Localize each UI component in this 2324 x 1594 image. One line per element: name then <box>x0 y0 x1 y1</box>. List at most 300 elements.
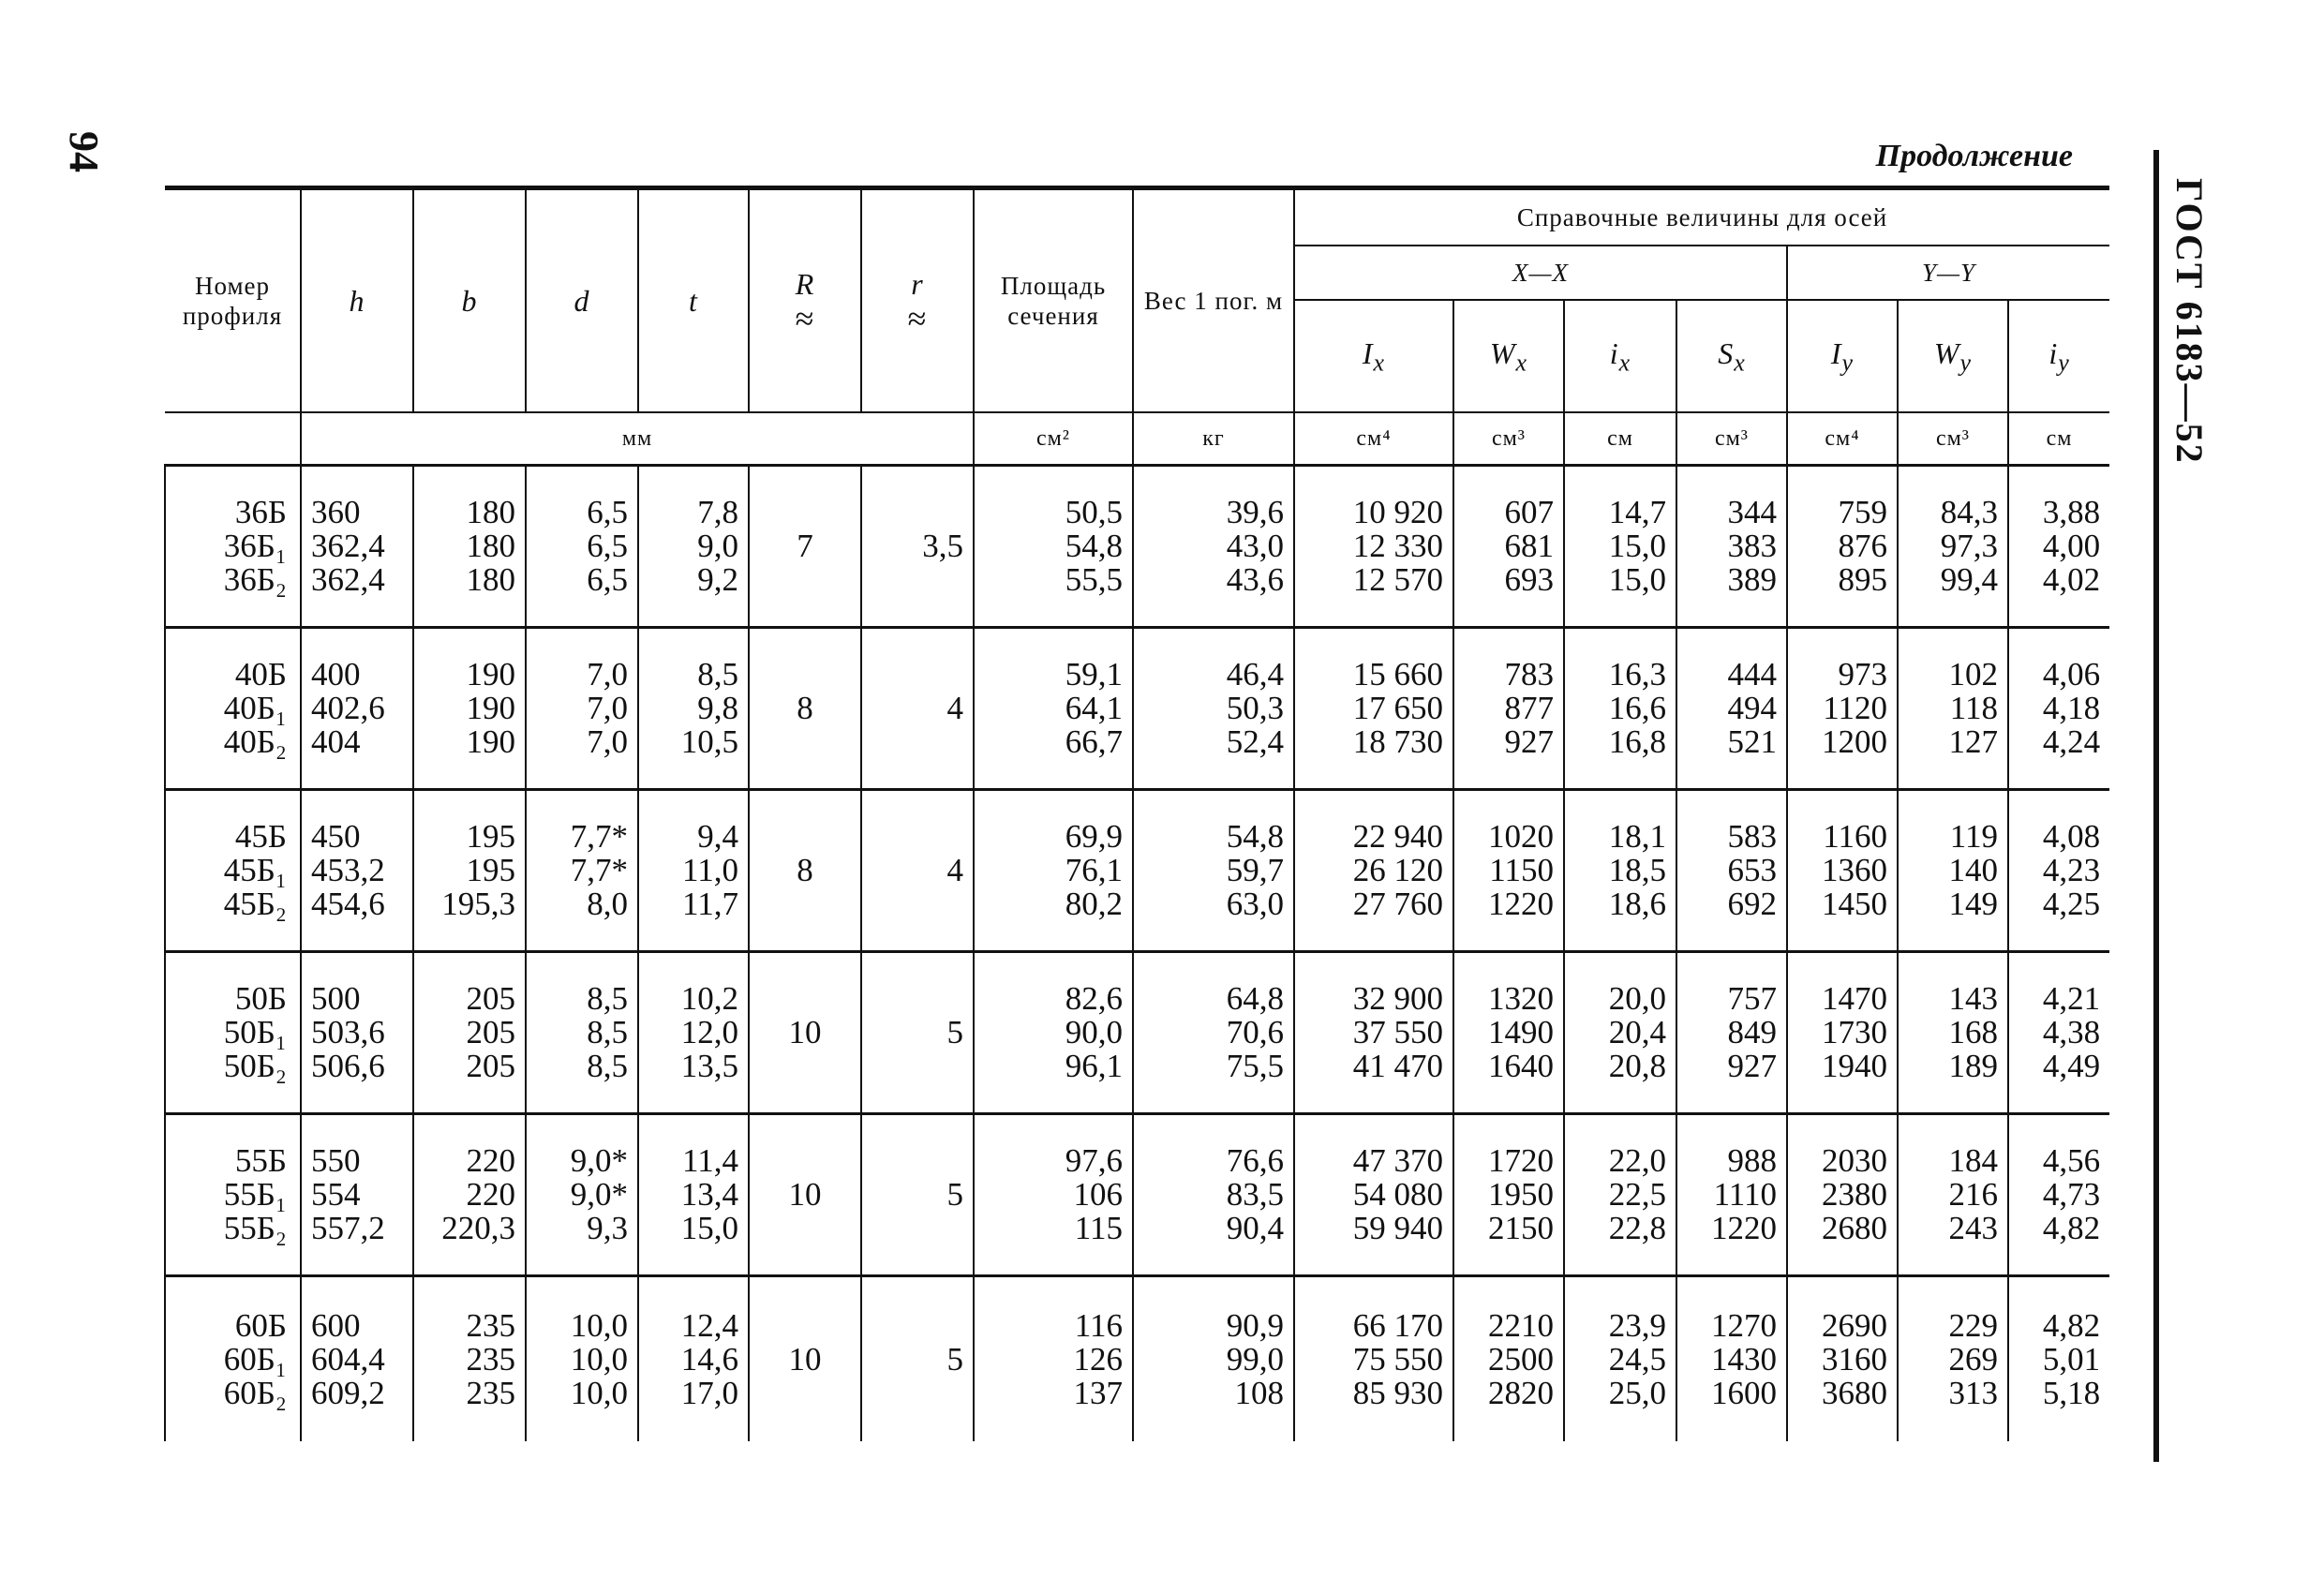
cell-lines <box>1295 658 1443 759</box>
cell-lines <box>311 496 412 597</box>
page-number: 94 <box>61 131 107 172</box>
cell-value: 10,0 <box>570 1374 628 1411</box>
cell-lines <box>527 820 628 921</box>
cell-value: 973 <box>1838 656 1887 693</box>
cell-value: 235 <box>466 1306 515 1344</box>
unit-profile <box>165 412 301 466</box>
cell-lines <box>2009 496 2100 597</box>
header-b: b <box>413 188 526 413</box>
cell-lines <box>527 1144 628 1245</box>
cell-value: 15,0 <box>1608 528 1666 564</box>
cell-value: 453,2 <box>311 852 385 888</box>
cell-value: 205 <box>466 1048 515 1084</box>
cell-Wx <box>1453 1114 1564 1276</box>
cell-value: 454,6 <box>311 886 385 922</box>
cell-value: 43,0 <box>1226 528 1284 564</box>
cell-value: 521 <box>1727 723 1777 760</box>
cell-lines <box>1677 1144 1777 1245</box>
cell-d <box>526 466 638 628</box>
cell-value: 70,6 <box>1226 1014 1284 1050</box>
header-axis-yy: Y—Y <box>1787 246 2109 300</box>
cell-ix <box>1564 628 1676 790</box>
cell-value: 2690 <box>1822 1306 1887 1344</box>
cell-value: 83,5 <box>1226 1176 1284 1213</box>
cell-lines <box>1899 658 1998 759</box>
cell-value: 7 <box>797 528 813 564</box>
cell-value: 1270 <box>1711 1306 1777 1344</box>
cell-value: 557,2 <box>311 1210 385 1246</box>
cell-value: 607 <box>1504 494 1554 530</box>
cell-value: 1640 <box>1488 1048 1554 1084</box>
cell-d <box>526 790 638 952</box>
cell-ix <box>1564 466 1676 628</box>
cell-value: 12,4 <box>680 1306 738 1344</box>
cell-value: 1360 <box>1822 852 1887 888</box>
unit-Wx: см³ <box>1453 412 1564 466</box>
cell-value: 216 <box>1948 1176 1998 1213</box>
cell-lines <box>311 1306 412 1411</box>
cell-r <box>861 466 974 628</box>
cell-value: 12 330 <box>1352 528 1443 564</box>
cell-value: 63,0 <box>1226 886 1284 922</box>
cell-value: 27 760 <box>1352 886 1443 922</box>
cell-value: 4,21 <box>2042 980 2101 1017</box>
cell-value: 22,8 <box>1608 1210 1666 1246</box>
cell-value: 82,6 <box>1065 980 1123 1017</box>
cell-value: 1220 <box>1488 886 1554 922</box>
cell-Sx <box>1676 1114 1787 1276</box>
cell-value: 180 <box>466 528 515 564</box>
cell-value: 189 <box>1948 1048 1998 1084</box>
cell-lines <box>1788 496 1887 597</box>
cell-value: 50,5 <box>1065 494 1123 530</box>
cell-value: 12,0 <box>680 1014 738 1050</box>
cell-value: 1120 <box>1823 690 1887 726</box>
cell-Sx <box>1676 628 1787 790</box>
cell-lines <box>639 1144 738 1245</box>
cell-value: 1020 <box>1488 818 1554 855</box>
cell-value: 3680 <box>1822 1374 1887 1411</box>
cell-value: 5 <box>946 1176 963 1213</box>
cell-value: 75,5 <box>1226 1048 1284 1084</box>
cell-lines <box>1899 496 1998 597</box>
cell-value: 681 <box>1504 528 1554 564</box>
cell-Wx <box>1453 952 1564 1114</box>
cell-value: 69,9 <box>1065 818 1123 855</box>
table-body <box>165 466 2109 1442</box>
cell-lines <box>1454 1144 1554 1245</box>
cell-area <box>974 790 1133 952</box>
cell-Ix <box>1294 1276 1453 1442</box>
cell-value: 988 <box>1727 1142 1777 1179</box>
cell-value: 6,5 <box>587 528 628 564</box>
cell-profiles <box>165 628 301 790</box>
header-r-symbol: r <box>911 266 924 301</box>
cell-value: 45Б <box>234 818 287 855</box>
cell-value: 609,2 <box>311 1374 385 1411</box>
cell-value: 66 170 <box>1352 1306 1443 1344</box>
cell-lines <box>1788 982 1887 1083</box>
cell-lines <box>1565 820 1666 921</box>
cell-value: 4,24 <box>2042 723 2101 760</box>
cell-lines <box>1677 982 1777 1083</box>
cell-lines <box>975 658 1123 759</box>
cell-value: 9,3 <box>587 1210 628 1246</box>
header-ix-sub: x <box>1618 349 1631 377</box>
cell-value: 97,6 <box>1065 1142 1123 1179</box>
cell-value: 32 900 <box>1352 980 1443 1017</box>
cell-Wx <box>1453 790 1564 952</box>
header-t: t <box>638 188 749 413</box>
cell-value: 503,6 <box>311 1014 385 1050</box>
cell-Iy <box>1787 1114 1898 1276</box>
cell-value: 8,5 <box>587 1014 628 1050</box>
cell-value: 1730 <box>1822 1014 1887 1050</box>
cell-value: 783 <box>1504 656 1554 693</box>
cell-value: 4,82 <box>2042 1306 2101 1344</box>
header-weight: Вес 1 пог. м <box>1133 188 1294 413</box>
cell-lines <box>1134 820 1284 921</box>
cell-value: 4,73 <box>2042 1176 2101 1213</box>
cell-value: 1950 <box>1488 1176 1554 1213</box>
cell-value: 2500 <box>1488 1340 1554 1378</box>
cell-lines <box>1295 820 1443 921</box>
unit-Iy: см⁴ <box>1787 412 1898 466</box>
cell-value: 7,7* <box>570 818 628 855</box>
cell-Iy <box>1787 628 1898 790</box>
cell-profiles <box>165 1276 301 1442</box>
cell-value: 16,6 <box>1608 690 1666 726</box>
cell-value: 13,4 <box>680 1176 738 1213</box>
cell-lines <box>1295 1306 1443 1411</box>
unit-mm: мм <box>301 412 974 466</box>
cell-value: 17 650 <box>1352 690 1443 726</box>
cell-ix <box>1564 952 1676 1114</box>
cell-value: 1110 <box>1713 1176 1777 1213</box>
table-row-group <box>165 1276 2109 1442</box>
cell-value: 8,0 <box>587 886 628 922</box>
cell-value: 59 940 <box>1352 1210 1443 1246</box>
cell-profiles <box>165 952 301 1114</box>
cell-value: 64,8 <box>1226 980 1284 1017</box>
cell-value: 85 930 <box>1352 1374 1443 1411</box>
header-r <box>861 188 974 413</box>
cell-value: 500 <box>311 980 361 1017</box>
cell-value: 344 <box>1727 494 1777 530</box>
cell-value: 653 <box>1727 852 1777 888</box>
cell-value: 554 <box>311 1176 361 1213</box>
cell-h <box>301 952 413 1114</box>
header-Wx-symbol: W <box>1489 335 1516 370</box>
cell-lines <box>1134 1144 1284 1245</box>
cell-value: 389 <box>1727 561 1777 598</box>
cell-value: 76,6 <box>1226 1142 1284 1179</box>
header-Iy-symbol: I <box>1830 335 1842 370</box>
cell-lines <box>1134 496 1284 597</box>
cell-lines <box>1899 1144 1998 1245</box>
cell-value: 15,0 <box>1608 561 1666 598</box>
cell-value: 757 <box>1727 980 1777 1017</box>
cell-value: 190 <box>466 723 515 760</box>
cell-Iy <box>1787 1276 1898 1442</box>
cell-value: 20,0 <box>1608 980 1666 1017</box>
cell-value: 444 <box>1727 656 1777 693</box>
cell-value: 5,01 <box>2042 1340 2101 1378</box>
cell-Sx <box>1676 1276 1787 1442</box>
cell-t <box>638 1276 749 1442</box>
cell-value: 3160 <box>1822 1340 1887 1378</box>
cell-value: 1160 <box>1823 818 1887 855</box>
cell-value: 40Б₁ <box>223 690 287 726</box>
cell-value: 4,02 <box>2042 561 2101 598</box>
cell-iy <box>2008 952 2109 1114</box>
header-r-approx: ≈ <box>907 300 928 338</box>
cell-value: 16,3 <box>1608 656 1666 693</box>
cell-value: 96,1 <box>1065 1048 1123 1084</box>
cell-lines <box>975 820 1123 921</box>
cell-value: 22,5 <box>1608 1176 1666 1213</box>
cell-value: 4,38 <box>2042 1014 2101 1050</box>
cell-value: 99,0 <box>1226 1340 1284 1378</box>
cell-lines <box>414 982 515 1083</box>
unit-Ix: см⁴ <box>1294 412 1453 466</box>
cell-value: 494 <box>1727 690 1777 726</box>
cell-value: 604,4 <box>311 1340 385 1378</box>
header-axis-xx: X—X <box>1294 246 1787 300</box>
header-reference: Справочные величины для осей <box>1294 188 2109 246</box>
cell-value: 90,0 <box>1065 1014 1123 1050</box>
cell-Iy <box>1787 952 1898 1114</box>
cell-value: 66,7 <box>1065 723 1123 760</box>
cell-value: 205 <box>466 1014 515 1050</box>
cell-value: 18 730 <box>1352 723 1443 760</box>
cell-Iy <box>1787 466 1898 628</box>
cell-value: 18,5 <box>1608 852 1666 888</box>
table-row-group <box>165 628 2109 790</box>
cell-Sx <box>1676 466 1787 628</box>
cell-lines <box>1454 1306 1554 1411</box>
cell-Sx <box>1676 790 1787 952</box>
cell-Ix <box>1294 628 1453 790</box>
cell-iy <box>2008 1276 2109 1442</box>
cell-value: 927 <box>1504 723 1554 760</box>
cell-lines <box>414 1306 515 1411</box>
cell-value: 143 <box>1948 980 1998 1017</box>
cell-value: 168 <box>1948 1014 1998 1050</box>
cell-b <box>413 1276 526 1442</box>
header-Iy <box>1787 300 1898 412</box>
cell-value: 195,3 <box>441 886 515 922</box>
cell-value: 115 <box>1074 1210 1123 1246</box>
cell-value: 1600 <box>1711 1374 1777 1411</box>
cell-value: 8,5 <box>587 1048 628 1084</box>
unit-Sx: см³ <box>1676 412 1787 466</box>
cell-value: 40Б <box>234 656 287 693</box>
cell-value: 11,7 <box>682 886 738 922</box>
cell-lines <box>1677 658 1777 759</box>
cell-value: 84,3 <box>1940 494 1998 530</box>
profile-table-container <box>164 186 2101 1441</box>
cell-lines <box>1454 982 1554 1083</box>
cell-value: 10,5 <box>680 723 738 760</box>
cell-lines <box>975 1144 1123 1245</box>
cell-value: 1720 <box>1488 1142 1554 1179</box>
cell-value: 36Б₂ <box>223 561 287 598</box>
cell-value: 362,4 <box>311 561 385 598</box>
cell-value: 59,1 <box>1065 656 1123 693</box>
cell-area <box>974 466 1133 628</box>
cell-value: 10 920 <box>1352 494 1443 530</box>
cell-value: 9,2 <box>697 561 738 598</box>
table-row-group <box>165 790 2109 952</box>
cell-value: 7,7* <box>570 852 628 888</box>
unit-iy: см <box>2008 412 2109 466</box>
header-ix-symbol: i <box>1609 335 1619 370</box>
unit-area: см² <box>974 412 1133 466</box>
cell-area <box>974 1114 1133 1276</box>
cell-lines <box>1565 658 1666 759</box>
cell-lines <box>2009 1144 2100 1245</box>
cell-value: 54,8 <box>1065 528 1123 564</box>
cell-weight <box>1133 1276 1294 1442</box>
cell-value: 927 <box>1727 1048 1777 1084</box>
cell-value: 877 <box>1504 690 1554 726</box>
cell-Ix <box>1294 466 1453 628</box>
cell-lines <box>527 658 628 759</box>
header-ix <box>1564 300 1676 412</box>
cell-value: 10 <box>788 1176 822 1213</box>
cell-value: 90,9 <box>1226 1306 1284 1344</box>
cell-value: 4,56 <box>2042 1142 2101 1179</box>
cell-value: 220,3 <box>441 1210 515 1246</box>
cell-value: 149 <box>1948 886 1998 922</box>
cell-value: 1940 <box>1822 1048 1887 1084</box>
cell-lines <box>414 820 515 921</box>
cell-value: 11,0 <box>682 852 738 888</box>
cell-value: 1490 <box>1488 1014 1554 1050</box>
cell-lines <box>1134 982 1284 1083</box>
cell-lines <box>311 658 412 759</box>
cell-h <box>301 1276 413 1442</box>
cell-Wy <box>1898 952 2008 1114</box>
cell-value: 9,0* <box>570 1176 628 1213</box>
cell-h <box>301 1114 413 1276</box>
cell-lines <box>1677 496 1777 597</box>
cell-h <box>301 628 413 790</box>
cell-value: 2380 <box>1822 1176 1887 1213</box>
cell-value: 102 <box>1948 656 1998 693</box>
cell-value: 22,0 <box>1608 1142 1666 1179</box>
cell-profiles <box>165 1114 301 1276</box>
cell-lines <box>2009 658 2100 759</box>
cell-value: 693 <box>1504 561 1554 598</box>
cell-lines <box>1565 1144 1666 1245</box>
cell-value: 235 <box>466 1340 515 1378</box>
cell-value: 60Б <box>234 1306 287 1344</box>
cell-t <box>638 952 749 1114</box>
cell-Wx <box>1453 466 1564 628</box>
cell-value: 849 <box>1727 1014 1777 1050</box>
cell-lines <box>1295 982 1443 1083</box>
cell-value: 24,5 <box>1608 1340 1666 1378</box>
cell-lines <box>1295 1144 1443 1245</box>
cell-value: 80,2 <box>1065 886 1123 922</box>
table-row-group <box>165 1114 2109 1276</box>
cell-lines <box>527 982 628 1083</box>
cell-lines <box>639 496 738 597</box>
table-row-group <box>165 466 2109 628</box>
cell-value: 64,1 <box>1065 690 1123 726</box>
cell-lines <box>975 1306 1123 1411</box>
cell-h <box>301 466 413 628</box>
cell-value: 15 660 <box>1352 656 1443 693</box>
header-profile: Номер профиля <box>165 188 301 413</box>
cell-value: 10,0 <box>570 1306 628 1344</box>
cell-lines <box>2009 982 2100 1083</box>
cell-value: 1320 <box>1488 980 1554 1017</box>
cell-value: 600 <box>311 1306 361 1344</box>
cell-lines <box>1454 496 1554 597</box>
cell-value: 360 <box>311 494 361 530</box>
cell-lines <box>1788 1306 1887 1411</box>
cell-value: 2150 <box>1488 1210 1554 1246</box>
cell-value: 1220 <box>1711 1210 1777 1246</box>
cell-lines <box>2009 820 2100 921</box>
continuation-label: Продолжение <box>1875 139 2073 173</box>
unit-ix: см <box>1564 412 1676 466</box>
cell-value: 5 <box>946 1014 963 1050</box>
unit-Wy: см³ <box>1898 412 2008 466</box>
cell-value: 10 <box>788 1014 822 1050</box>
cell-value: 14,7 <box>1608 494 1666 530</box>
cell-lines <box>166 1306 287 1411</box>
cell-lines <box>414 496 515 597</box>
cell-lines <box>1899 820 1998 921</box>
cell-value: 43,6 <box>1226 561 1284 598</box>
cell-lines <box>1295 496 1443 597</box>
cell-R <box>749 790 861 952</box>
cell-value: 8,5 <box>587 980 628 1017</box>
cell-value: 9,8 <box>697 690 738 726</box>
cell-value: 50Б <box>234 980 287 1017</box>
cell-b <box>413 628 526 790</box>
cell-value: 39,6 <box>1226 494 1284 530</box>
cell-R <box>749 1276 861 1442</box>
cell-lines <box>166 658 287 759</box>
cell-value: 220 <box>466 1176 515 1213</box>
header-Wy-symbol: W <box>1933 335 1960 370</box>
cell-lines <box>1134 1306 1284 1411</box>
cell-value: 50,3 <box>1226 690 1284 726</box>
header-iy <box>2008 300 2109 412</box>
cell-value: 137 <box>1073 1374 1123 1411</box>
cell-value: 36Б₁ <box>223 528 287 564</box>
header-Ix-symbol: I <box>1362 335 1374 370</box>
cell-value: 180 <box>466 494 515 530</box>
cell-profiles <box>165 466 301 628</box>
header-Sx-sub: x <box>1734 349 1746 377</box>
cell-value: 59,7 <box>1226 852 1284 888</box>
cell-value: 9,0 <box>697 528 738 564</box>
cell-value: 229 <box>1948 1306 1998 1344</box>
cell-value: 7,0 <box>587 656 628 693</box>
cell-value: 126 <box>1073 1340 1123 1378</box>
cell-value: 6,5 <box>587 494 628 530</box>
cell-value: 2680 <box>1822 1210 1887 1246</box>
cell-value: 269 <box>1948 1340 1998 1378</box>
cell-value: 2030 <box>1822 1142 1887 1179</box>
cell-Ix <box>1294 790 1453 952</box>
